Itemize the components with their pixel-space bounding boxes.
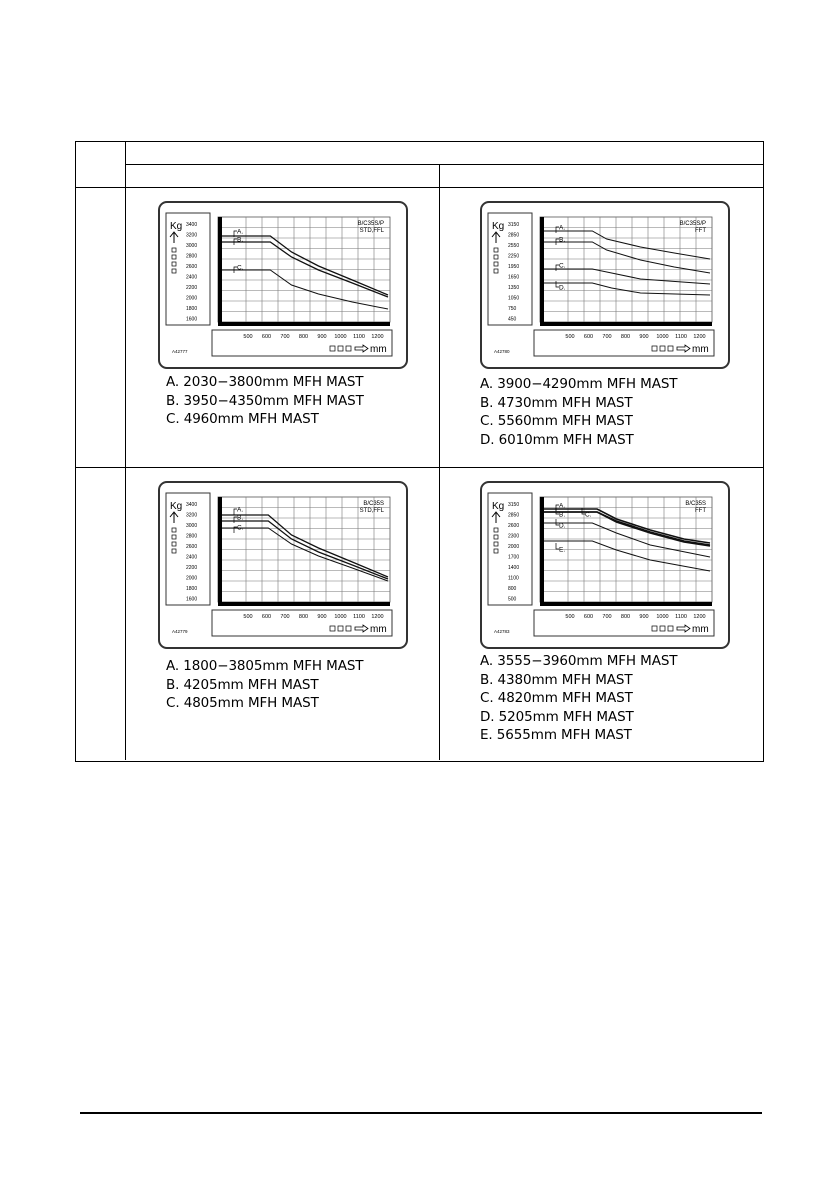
- y-tick-label: 2800: [186, 253, 198, 260]
- y-tick-label: 2400: [186, 274, 198, 281]
- scale-box-icon: [330, 346, 335, 351]
- curve-label: A.: [559, 502, 566, 510]
- scale-box-icon: [668, 346, 673, 351]
- y-tick-label: 500: [508, 596, 517, 603]
- legend-item: B. 4380mm MFH MAST: [480, 671, 633, 688]
- x-tick-label: 1200: [371, 614, 384, 620]
- x-tick-label: 1100: [675, 334, 687, 340]
- curve-label: E.: [559, 546, 566, 554]
- kg-unit-label: Kg: [492, 501, 505, 512]
- scale-box-icon: [172, 528, 176, 532]
- mm-unit-label: mm: [370, 624, 387, 635]
- table-cell: [126, 469, 439, 760]
- kg-unit-label: Kg: [492, 221, 505, 232]
- x-tick-label: 800: [298, 334, 309, 340]
- x-tick-label: 1100: [353, 614, 365, 620]
- x-tick-label: 900: [317, 334, 327, 340]
- y-tick-label: 2000: [186, 295, 198, 302]
- x-tick-label: 700: [602, 334, 612, 340]
- model-label: B/C35S/P: [357, 221, 384, 227]
- scale-box-icon: [172, 262, 176, 266]
- right-arrow-icon: [677, 345, 690, 352]
- curve-label: B.: [237, 236, 244, 244]
- y-tick-label: 1600: [186, 316, 198, 323]
- x-tick-label: 1200: [693, 334, 706, 340]
- y-tick-label: 1700: [508, 554, 520, 561]
- mast-legend: [166, 657, 363, 713]
- y-tick-label: 3000: [186, 523, 198, 529]
- y-tick-label: 1050: [508, 295, 520, 302]
- scale-box-icon: [494, 528, 498, 532]
- x-tick-label: 700: [602, 614, 612, 620]
- y-tick-label: 2600: [508, 523, 520, 529]
- scale-box-icon: [668, 626, 673, 631]
- x-tick-label: 700: [280, 334, 290, 340]
- x-tick-label: 1200: [371, 334, 384, 340]
- mm-unit-label: mm: [692, 344, 709, 355]
- y-tick-label: 2400: [186, 554, 198, 561]
- curve-label: B.: [559, 511, 566, 519]
- x-tick-label: 500: [565, 614, 575, 620]
- y-tick-label: 3400: [186, 222, 198, 228]
- right-arrow-icon: [677, 625, 690, 632]
- mast-legend: [480, 375, 677, 449]
- kg-unit-label: Kg: [170, 501, 183, 512]
- scale-box-icon: [172, 269, 176, 273]
- scale-box-icon: [494, 262, 498, 266]
- y-tick-label: 2600: [186, 264, 198, 270]
- model-label: B/C35S/P: [679, 221, 706, 227]
- up-arrow-icon: [492, 512, 500, 523]
- scale-box-icon: [660, 346, 665, 351]
- y-tick-label: 2200: [186, 285, 198, 291]
- x-tick-label: 800: [620, 614, 631, 620]
- scale-box-icon: [330, 626, 335, 631]
- scale-box-icon: [660, 626, 665, 631]
- x-tick-label: 500: [243, 614, 253, 620]
- plate-code: A42780: [494, 349, 510, 354]
- right-arrow-icon: [355, 345, 368, 352]
- x-tick-label: 800: [298, 614, 309, 620]
- y-tick-label: 2250: [508, 253, 520, 260]
- curve-label: D.: [559, 284, 566, 292]
- x-tick-label: 600: [583, 614, 594, 620]
- legend-item: A. 1800−3805mm MFH MAST: [166, 658, 364, 674]
- kg-unit-label: Kg: [170, 221, 183, 232]
- y-tick-label: 2200: [186, 565, 198, 571]
- y-tick-label: 3150: [508, 222, 520, 228]
- y-tick-label: 1600: [186, 596, 198, 603]
- x-axis-bar: [540, 322, 712, 326]
- y-tick-label: 2000: [508, 544, 520, 550]
- legend-item: B. 4730mm MFH MAST: [480, 394, 633, 411]
- legend-item: D. 6010mm MFH MAST: [480, 431, 634, 448]
- curve-label: B.: [559, 236, 566, 244]
- plate-code: A42777: [172, 349, 188, 354]
- y-tick-label: 1400: [508, 565, 520, 571]
- x-tick-label: 900: [639, 334, 649, 340]
- capacity-chart: [482, 483, 732, 651]
- y-tick-label: 2000: [186, 575, 198, 582]
- curve-label: C.: [585, 511, 592, 519]
- y-tick-label: 1950: [508, 264, 520, 270]
- x-tick-label: 1200: [693, 614, 706, 620]
- y-tick-label: 3200: [186, 512, 198, 519]
- model-label: FFT: [695, 228, 706, 234]
- right-arrow-icon: [355, 625, 368, 632]
- legend-item: B. 3950−4350mm MFH MAST: [166, 392, 364, 409]
- capacity-chart: [482, 203, 732, 371]
- x-tick-label: 900: [639, 614, 649, 620]
- y-axis-bar: [218, 217, 222, 326]
- capacity-table: [75, 141, 764, 762]
- plate-code: A42783: [494, 629, 510, 634]
- table-cell: [126, 189, 439, 467]
- capacity-chart: [160, 203, 410, 371]
- legend-item: A. 2030−3800mm MFH MAST: [166, 374, 364, 390]
- table-divider: [125, 164, 763, 165]
- y-tick-label: 800: [508, 586, 517, 592]
- scale-box-icon: [172, 535, 176, 539]
- mm-unit-label: mm: [370, 344, 387, 355]
- y-tick-label: 1350: [508, 285, 520, 291]
- table-divider: [76, 187, 763, 188]
- x-axis-bar: [218, 322, 390, 326]
- scale-box-icon: [172, 549, 176, 553]
- x-tick-label: 1000: [656, 614, 669, 620]
- x-tick-label: 800: [620, 334, 631, 340]
- y-tick-label: 3400: [186, 502, 198, 508]
- x-tick-label: 700: [280, 614, 290, 620]
- y-tick-label: 3000: [186, 243, 198, 249]
- plate-code: A42779: [172, 629, 188, 634]
- footer-rule: [80, 1112, 762, 1114]
- capacity-plate: [480, 201, 730, 369]
- table-cell: [440, 469, 763, 760]
- curve-label: A.: [237, 506, 244, 514]
- up-arrow-icon: [170, 512, 178, 523]
- legend-item: C. 4820mm MFH MAST: [480, 690, 633, 706]
- x-tick-label: 500: [243, 334, 253, 340]
- mast-legend: [166, 373, 364, 429]
- y-tick-label: 450: [508, 316, 517, 323]
- y-tick-label: 3150: [508, 502, 520, 508]
- legend-item: B. 4205mm MFH MAST: [166, 676, 319, 693]
- scale-box-icon: [494, 269, 498, 273]
- capacity-plate: [480, 481, 730, 649]
- table-divider: [76, 467, 763, 468]
- model-label: STD,FFL: [359, 508, 384, 514]
- scale-box-icon: [172, 542, 176, 546]
- x-axis-bar: [218, 602, 390, 606]
- scale-box-icon: [494, 535, 498, 539]
- mm-unit-label: mm: [692, 624, 709, 635]
- scale-box-icon: [494, 542, 498, 546]
- scale-box-icon: [172, 248, 176, 252]
- y-tick-label: 3200: [186, 232, 198, 239]
- scale-box-icon: [172, 255, 176, 259]
- y-tick-label: 750: [508, 306, 517, 312]
- model-label: FFT: [695, 508, 706, 514]
- up-arrow-icon: [170, 232, 178, 243]
- y-tick-label: 1800: [186, 586, 198, 592]
- model-label: B/C35S: [685, 501, 706, 507]
- scale-box-icon: [346, 626, 351, 631]
- x-tick-label: 600: [261, 334, 272, 340]
- up-arrow-icon: [492, 232, 500, 243]
- y-tick-label: 1100: [508, 575, 519, 582]
- model-label: STD,FFL: [359, 228, 384, 234]
- x-tick-label: 600: [261, 614, 272, 620]
- x-axis-bar: [540, 602, 712, 606]
- legend-item: D. 5205mm MFH MAST: [480, 708, 634, 725]
- y-tick-label: 2300: [508, 533, 520, 540]
- y-axis-bar: [218, 497, 222, 606]
- scale-box-icon: [338, 626, 343, 631]
- x-tick-label: 1000: [334, 334, 347, 340]
- y-tick-label: 2800: [186, 533, 198, 540]
- y-axis-bar: [540, 497, 544, 606]
- curve-label: C.: [559, 262, 566, 270]
- curve-label: A.: [237, 228, 244, 236]
- table-cell: [440, 189, 763, 467]
- capacity-plate: [158, 481, 408, 649]
- y-tick-label: 2600: [186, 544, 198, 550]
- y-tick-label: 1800: [186, 306, 198, 312]
- capacity-chart: [160, 483, 410, 651]
- curve-label: B.: [237, 514, 244, 522]
- curve-label: C.: [237, 524, 244, 532]
- curve-label: D.: [559, 522, 566, 530]
- y-axis-bar: [540, 217, 544, 326]
- scale-box-icon: [494, 255, 498, 259]
- legend-item: C. 4805mm MFH MAST: [166, 695, 319, 711]
- curve-label: A.: [559, 224, 566, 232]
- scale-box-icon: [338, 346, 343, 351]
- x-tick-label: 900: [317, 614, 327, 620]
- legend-item: A. 3555−3960mm MFH MAST: [480, 653, 678, 669]
- x-tick-label: 1000: [656, 334, 669, 340]
- y-tick-label: 2550: [508, 243, 520, 249]
- scale-box-icon: [494, 248, 498, 252]
- legend-item: C. 4960mm MFH MAST: [166, 411, 319, 427]
- legend-item: A. 3900−4290mm MFH MAST: [480, 376, 678, 392]
- mast-legend: [480, 652, 677, 745]
- x-tick-label: 600: [583, 334, 594, 340]
- x-tick-label: 1100: [675, 614, 687, 620]
- scale-box-icon: [652, 346, 657, 351]
- capacity-plate: [158, 201, 408, 369]
- legend-item: C. 5560mm MFH MAST: [480, 413, 633, 429]
- curve-label: C.: [237, 264, 244, 272]
- x-tick-label: 1000: [334, 614, 347, 620]
- scale-box-icon: [346, 346, 351, 351]
- x-tick-label: 1100: [353, 334, 365, 340]
- legend-item: E. 5655mm MFH MAST: [480, 727, 632, 743]
- x-tick-label: 500: [565, 334, 575, 340]
- model-label: B/C35S: [363, 501, 384, 507]
- y-tick-label: 2850: [508, 232, 520, 239]
- scale-box-icon: [494, 549, 498, 553]
- y-tick-label: 2850: [508, 512, 520, 519]
- y-tick-label: 1650: [508, 274, 520, 281]
- scale-box-icon: [652, 626, 657, 631]
